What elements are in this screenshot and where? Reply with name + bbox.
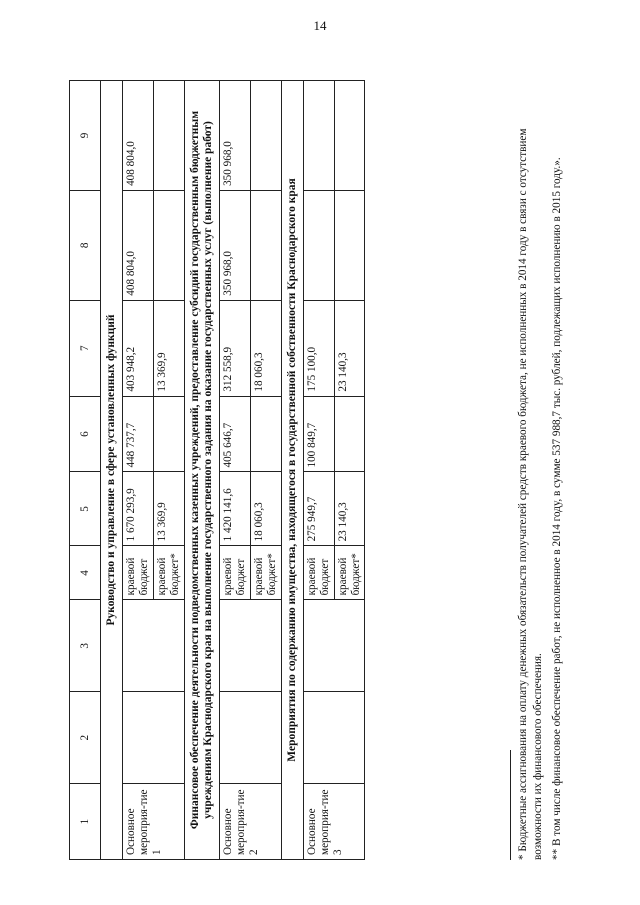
budget-source: краевой бюджет*: [250, 546, 281, 600]
value-cell: 350 968,0: [220, 190, 251, 300]
table-cell: [123, 600, 185, 692]
budget-source: краевой бюджет: [220, 546, 251, 600]
budget-source: краевой бюджет*: [334, 546, 365, 600]
section-title: Финансовое обеспечение деятельности подведомственных казенных учреждений, предоставление субсидий государственным бюджетным учреждениям Краснодарского края на выполнение государственного задания на оказание государственных услуг (выполнение работ): [184, 81, 219, 860]
value-cell: 405 646,7: [220, 396, 251, 472]
section-title: Мероприятия по содержанию имущества, находящегося в государственной собственности Краснодарского края: [281, 81, 303, 860]
value-cell: [153, 190, 184, 300]
table-cell: [303, 600, 365, 692]
table-header-row: [70, 81, 101, 860]
value-cell: [334, 81, 365, 191]
value-cell: 403 948,2: [123, 300, 154, 396]
table-cell: [303, 692, 365, 784]
value-cell: 1 420 141,6: [220, 472, 251, 546]
value-cell: 350 968,0: [220, 81, 251, 191]
table-cell: [220, 692, 282, 784]
value-cell: 23 140,3: [334, 300, 365, 396]
footnote-separator: [510, 750, 511, 860]
event-name: Основное мероприя-тие 3: [303, 784, 365, 860]
column-header: 3: [70, 600, 101, 692]
event-name: Основное мероприя-тие 1: [123, 784, 185, 860]
column-header: 2: [70, 692, 101, 784]
column-header: 4: [70, 546, 101, 600]
section-title-row: [281, 81, 303, 860]
column-header: 9: [70, 81, 101, 191]
table-cell: [123, 692, 185, 784]
value-cell: [250, 396, 281, 472]
value-cell: 13 369,9: [153, 472, 184, 546]
value-cell: 408 804,0: [123, 81, 154, 191]
budget-source: краевой бюджет: [123, 546, 154, 600]
value-cell: [250, 81, 281, 191]
value-cell: 175 100,0: [303, 300, 334, 396]
footnote-1: * Бюджетные ассигнования на оплату денежных обязательств получателей средств краевого бюджета, не исполненных в 2014 году в связи с отсутствием возможности их финансового обеспечения.: [517, 128, 545, 860]
table-row: [123, 81, 154, 860]
value-cell: [303, 190, 334, 300]
value-cell: [153, 81, 184, 191]
column-header: 7: [70, 300, 101, 396]
value-cell: [250, 190, 281, 300]
value-cell: [334, 396, 365, 472]
table-cell: [220, 600, 282, 692]
value-cell: 1 670 293,9: [123, 472, 154, 546]
table-row: [220, 81, 251, 860]
value-cell: [334, 190, 365, 300]
budget-table: [69, 80, 365, 860]
value-cell: 100 849,7: [303, 396, 334, 472]
value-cell: 13 369,9: [153, 300, 184, 396]
column-header: 8: [70, 190, 101, 300]
value-cell: 312 558,9: [220, 300, 251, 396]
value-cell: 275 949,7: [303, 472, 334, 546]
value-cell: 448 737,7: [123, 396, 154, 472]
value-cell: 18 060,3: [250, 472, 281, 546]
footnote-2: ** В том числе финансовое обеспечение работ, не исполненное в 2014 году, в сумме 537 988,7 тыс. рублей, подлежащих исполнению в 2015 году.».: [551, 157, 563, 860]
column-header: 6: [70, 396, 101, 472]
value-cell: 23 140,3: [334, 472, 365, 546]
value-cell: [303, 81, 334, 191]
value-cell: 408 804,0: [123, 190, 154, 300]
column-header: 5: [70, 472, 101, 546]
value-cell: [153, 396, 184, 472]
budget-source: краевой бюджет: [303, 546, 334, 600]
section-title-row: [101, 81, 123, 860]
page-number: 14: [313, 18, 327, 33]
event-name: Основное мероприя-тие 2: [220, 784, 282, 860]
value-cell: 18 060,3: [250, 300, 281, 396]
rotated-content: [35, 70, 625, 870]
section-title: Руководство и управление в сфере установленных функций: [101, 81, 123, 860]
budget-source: краевой бюджет*: [153, 546, 184, 600]
column-header: 1: [70, 784, 101, 860]
table-row: [303, 81, 334, 860]
section-title-row: [184, 81, 219, 860]
